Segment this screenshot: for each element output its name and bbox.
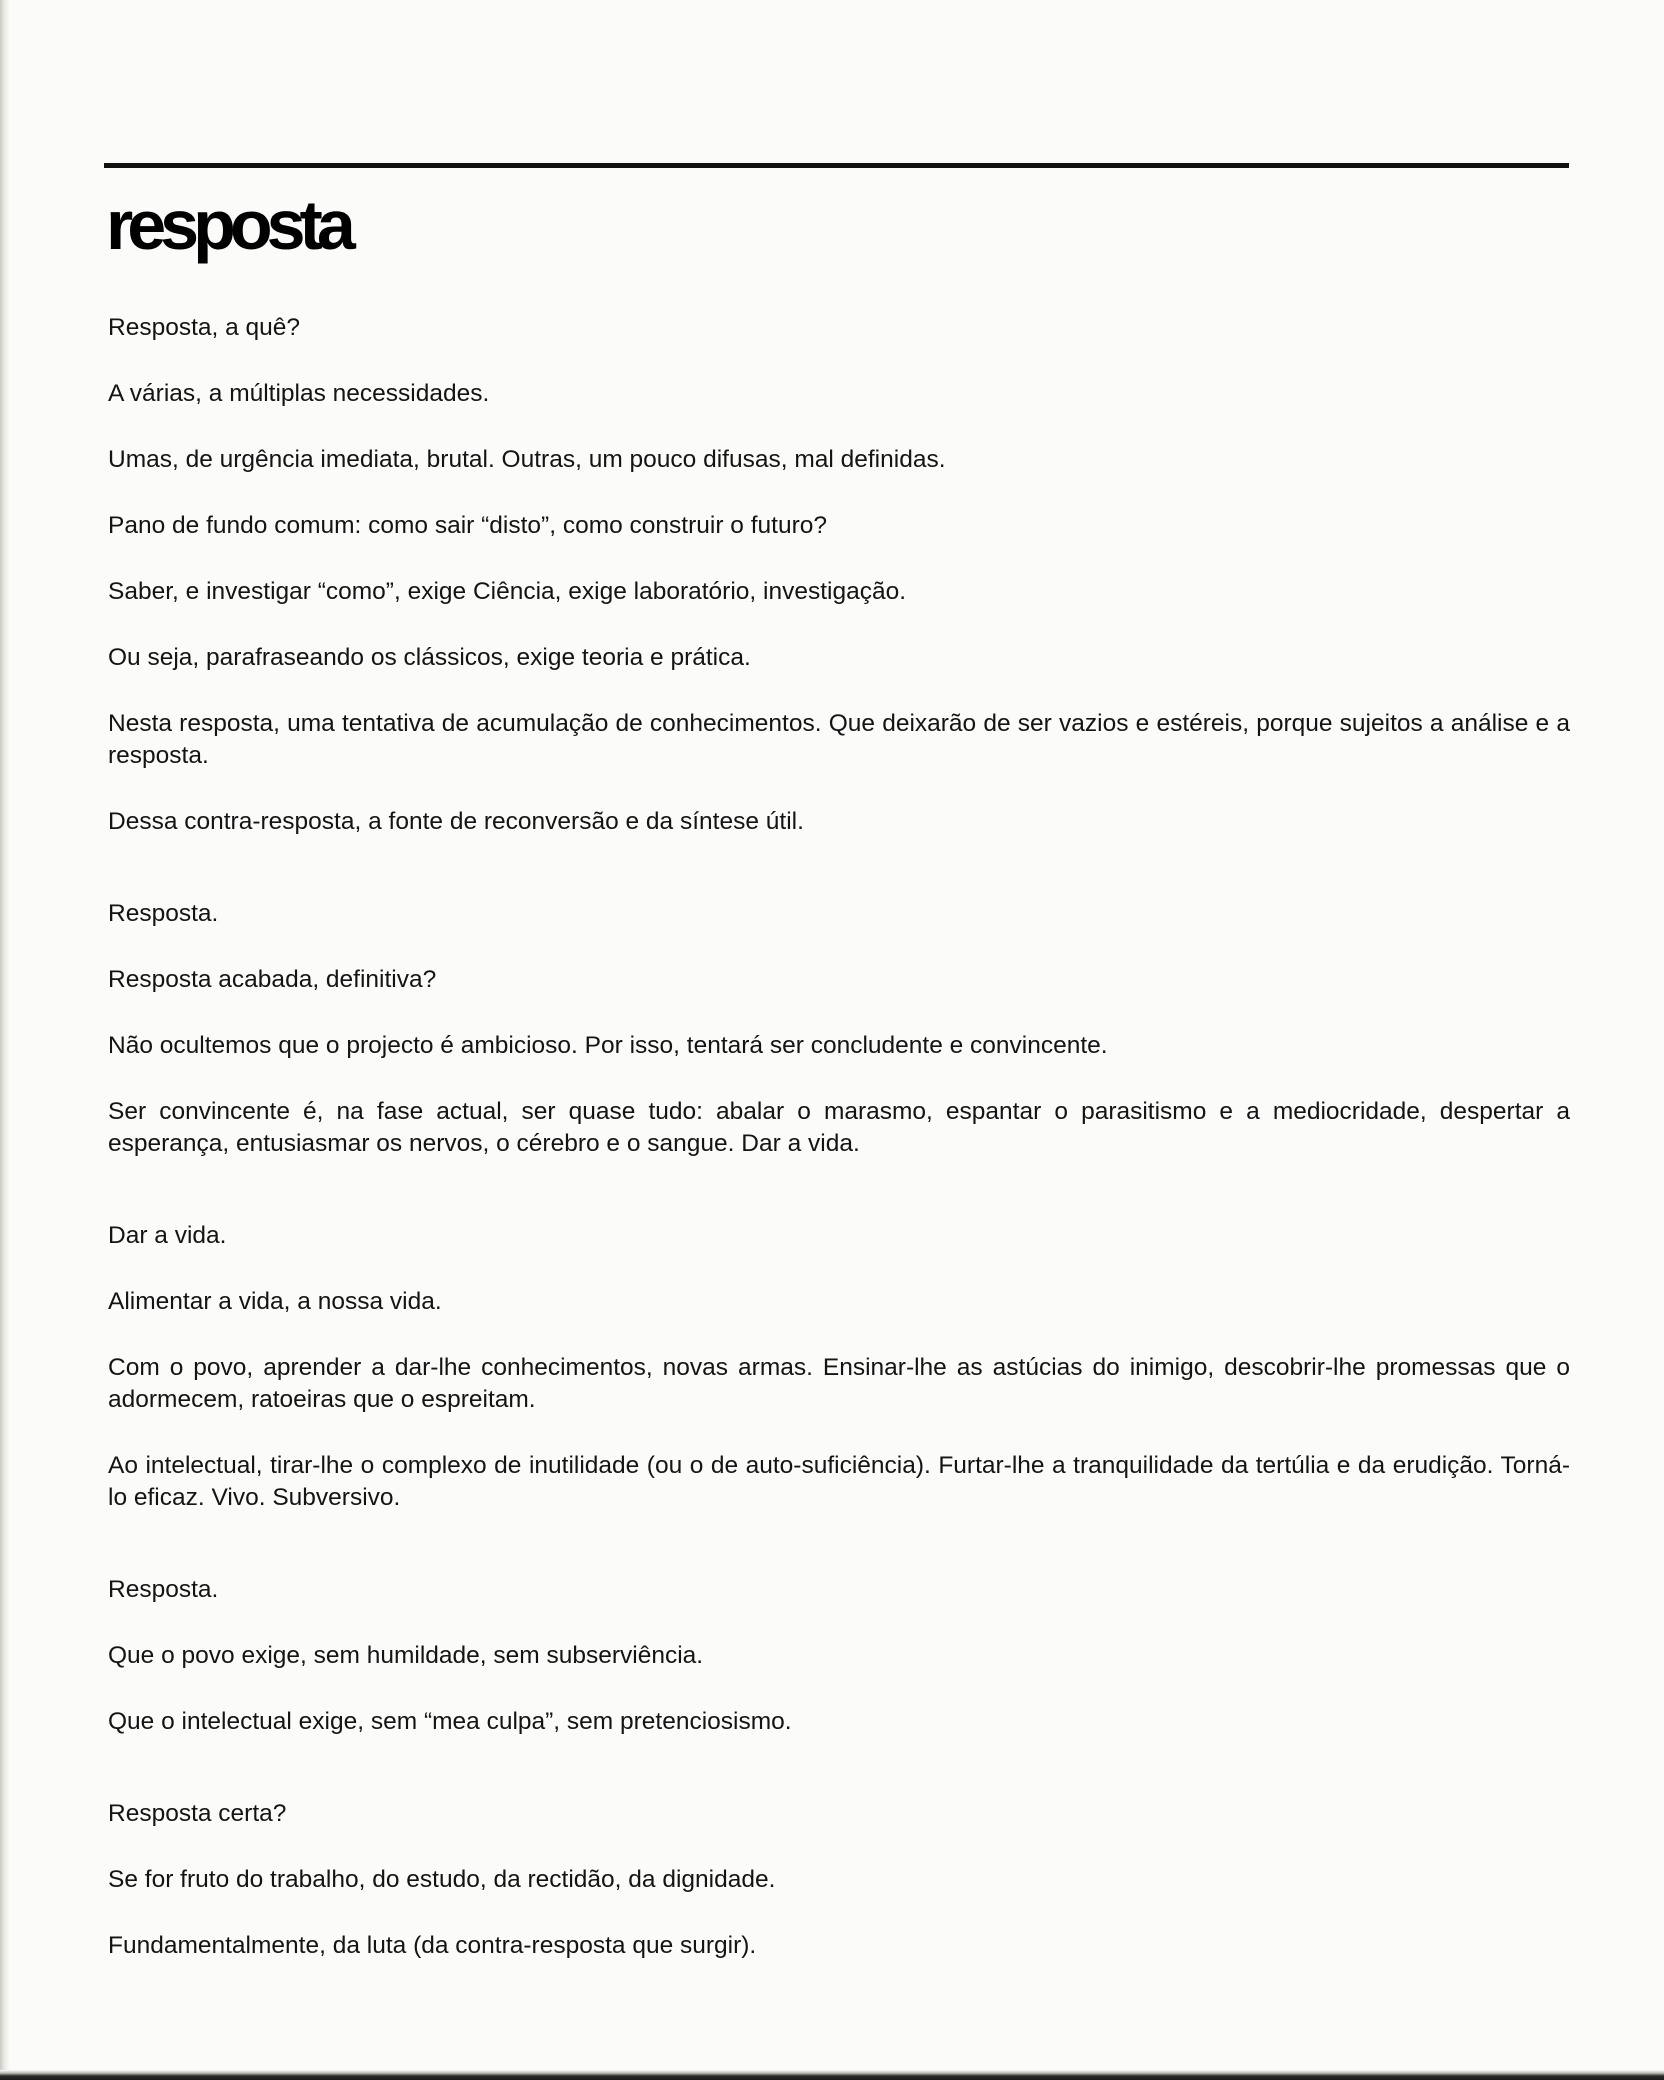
paragraph: Ser convincente é, na fase actual, ser quase tudo: abalar o marasmo, espantar o parasitismo e a mediocridade, despertar a esperança, entusiasmar os nervos, o cérebro e o sangue. Dar a vida. xyxy=(108,1098,1570,1157)
paragraph: Fundamentalmente, da luta (da contra-resposta que surgir). xyxy=(108,1932,757,1959)
paragraph: Resposta. xyxy=(108,900,219,927)
paragraph: Dar a vida. xyxy=(108,1222,227,1249)
scan-edge-bottom xyxy=(0,2070,1664,2080)
scan-edge-left xyxy=(0,0,10,2080)
paragraph: Ao intelectual, tirar-lhe o complexo de inutilidade (ou o de auto-suficiência). Furtar-lhe a tranquilidade da tertúlia e da erudição. Torná-lo eficaz. Vivo. Subversivo. xyxy=(108,1452,1570,1511)
paragraph: Dessa contra-resposta, a fonte de reconversão e da síntese útil. xyxy=(108,808,804,835)
page-title: resposta xyxy=(106,186,350,264)
paragraph: Pano de fundo comum: como sair “disto”, como construir o futuro? xyxy=(108,512,827,539)
paragraph: A várias, a múltiplas necessidades. xyxy=(108,380,490,407)
paragraph: Resposta, a quê? xyxy=(108,314,301,341)
paragraph: Resposta. xyxy=(108,1576,219,1603)
paragraph: Umas, de urgência imediata, brutal. Outras, um pouco difusas, mal definidas. xyxy=(108,446,946,473)
paragraph: Se for fruto do trabalho, do estudo, da rectidão, da dignidade. xyxy=(108,1866,776,1893)
paragraph: Nesta resposta, uma tentativa de acumulação de conhecimentos. Que deixarão de ser vazios e estéreis, porque sujeitos a análise e a resposta. xyxy=(108,710,1570,769)
paragraph: Resposta acabada, definitiva? xyxy=(108,966,437,993)
paragraph: Alimentar a vida, a nossa vida. xyxy=(108,1288,442,1315)
paragraph: Com o povo, aprender a dar-lhe conhecimentos, novas armas. Ensinar-lhe as astúcias do inimigo, descobrir-lhe promessas que o adormecem, ratoeiras que o espreitam. xyxy=(108,1354,1570,1413)
paragraph: Que o intelectual exige, sem “mea culpa”, sem pretenciosismo. xyxy=(108,1708,792,1735)
paragraph: Ou seja, parafraseando os clássicos, exige teoria e prática. xyxy=(108,644,751,671)
paragraph: Que o povo exige, sem humildade, sem subserviência. xyxy=(108,1642,704,1669)
top-rule xyxy=(104,163,1569,168)
paragraph: Saber, e investigar “como”, exige Ciência, exige laboratório, investigação. xyxy=(108,578,907,605)
body-text xyxy=(108,312,1570,1962)
paragraph: Não ocultemos que o projecto é ambicioso. Por isso, tentará ser concludente e convincente. xyxy=(108,1032,1108,1059)
paragraph: Resposta certa? xyxy=(108,1800,287,1827)
